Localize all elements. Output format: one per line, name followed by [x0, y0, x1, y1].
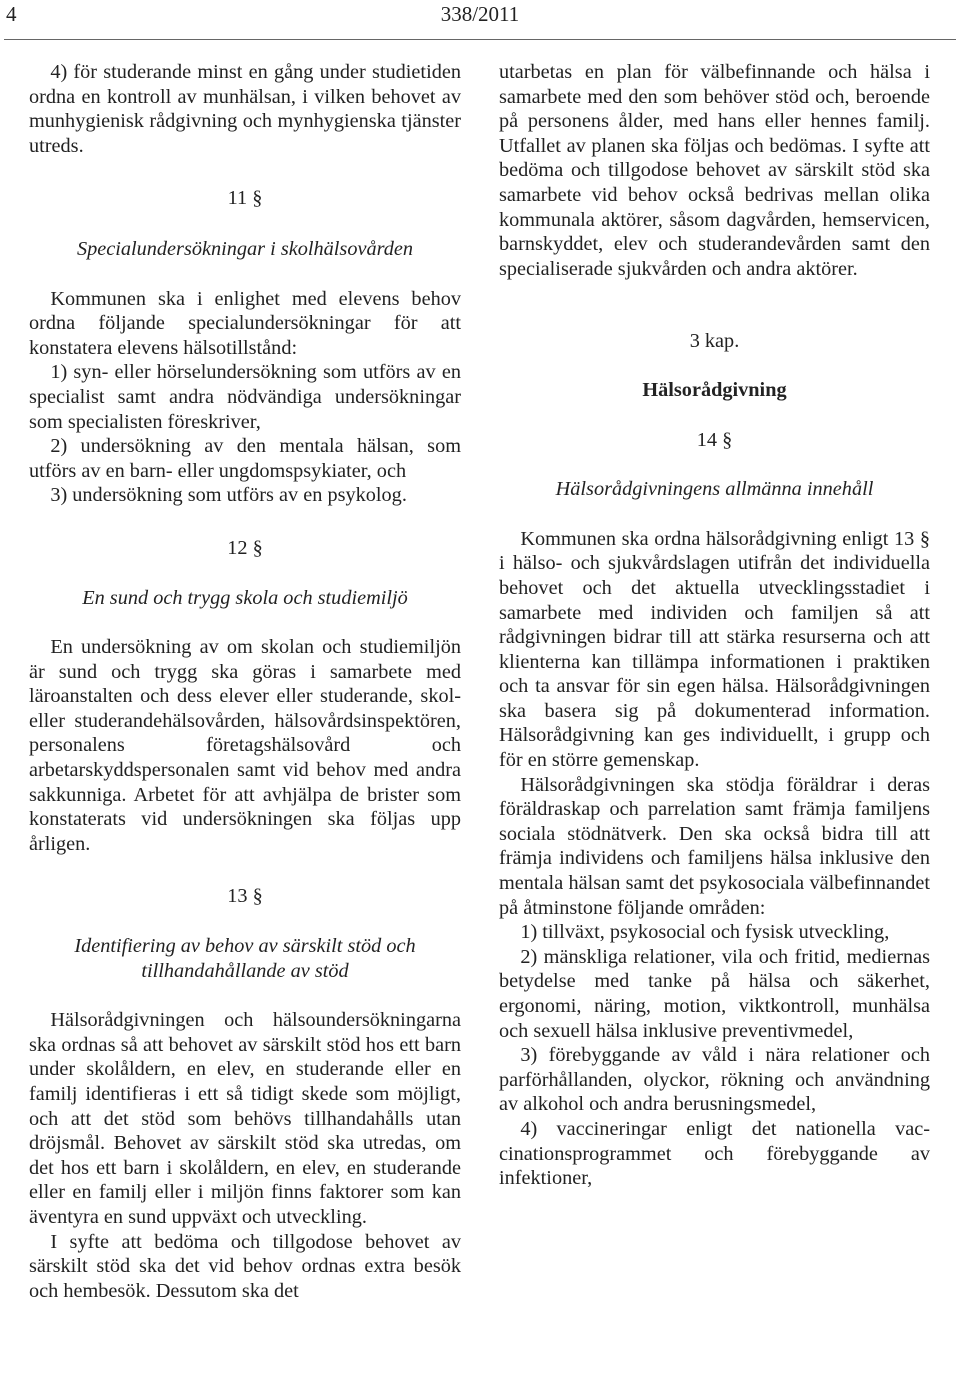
section-13-number: 13 §: [227, 885, 263, 908]
continued-paragraph: utarbetas en plan för välbefinnande och hälsa i samarbete med den som behöver stöd och, beroende på personens ålder, med hans eller hennes familj. Utfallet av planen ska följas och bedömas. I syfte att bedöma och tillgodose behovet av särskilt stöd ska samarbete vid behov också bedrivas mellan olika kommunala aktörer, såsom dagvården, hemservicen, barnskyddet, elev och studerandevården samt den specialiserade sjukvården och andra aktörer.: [499, 61, 930, 280]
section-14-item-3: 3) förebyggande av våld i nära relationer och parförhållanden, olyckor, rökning och användning av alkohol och andra berusningsmedel,: [499, 1044, 930, 1116]
chapter-title: Hälsorådgivning: [642, 378, 787, 401]
left-column: [29, 60, 461, 1303]
section-11-number: 11 §: [227, 187, 263, 210]
section-12-paragraph-1: En undersökning av om skolan och studiemiljön är sund och trygg ska göras i samarbete med läroanstalten och dess elever eller studerande, skol- eller studerandehälsovården, hälsovårdsinspektören, personalens företagshälsovård och arbetarskyddspersonalen samt vid behov med andra sakkunniga. Arbetet för att avhjälpa de brister som konstaterats vid undersökningen ska följas upp årligen.: [29, 636, 461, 855]
section-11-title: Specialundersökningar i skolhälsovården: [76, 237, 414, 260]
section-14-paragraph-2: Hälsorådgivningen ska stödja föräldrar i deras föräldraskap och parrelation samt främja familjens sociala stödnätverk. Den ska också bidra till att främja individens och familjens hälsa inklusive den mentala hälsan samt det psykosociala välbefinnandet på åtminstone följande områden:: [499, 773, 930, 919]
header-rule: [4, 39, 956, 40]
document-reference: 338/2011: [440, 2, 520, 26]
section-13-paragraph-1: Hälsorådgivningen och hälsoundersökningarna ska ordnas så att behovet av särskilt stöd hos ett barn under skolåldern, en elev, en studerande eller en familj identifieras i ett så tidigt skede som möjligt, och att det stöd som behövs tillhandahålls utan dröjsmål. Behovet av särskilt stöd ska utredas, om det hos ett barn i skolåldern, en elev, en studerande eller en familj eller i miljön finns faktorer som kan äventyra en sund uppväxt och utveckling.: [29, 1009, 461, 1228]
section-11-item-2: 2) undersökning av den mentala hälsan, som utförs av en barn- eller ungdomspsykiater, och: [29, 435, 461, 482]
section-13-title: Identifiering av behov av särskilt stöd och tillhandahållande av stöd: [74, 935, 416, 982]
intro-paragraph: 4) för studerande minst en gång under studietiden ordna en kontroll av munhälsan, i vilken behovet av munhygienisk rådgivning och mynhygienska tjänster utreds.: [29, 61, 461, 157]
section-11-item-3: 3) undersökning som utförs av en psykolog.: [50, 484, 407, 507]
section-14-item-4: 4) vaccineringar enligt det nationella vaccinationsprogrammet och förebyggande av infektioner,: [499, 1117, 930, 1190]
section-14-number: 14 §: [696, 428, 733, 451]
section-14-title: Hälsorådgivningens allmänna innehåll: [555, 478, 874, 501]
chapter-number: 3 kap.: [689, 330, 740, 353]
section-13-paragraph-2: I syfte att bedöma och tillgodose behovet av särskilt stöd ska det vid behov ordnas extra besök och hembesök. Dessutom ska det: [29, 1230, 461, 1302]
page-number: 4: [6, 2, 17, 26]
section-14-item-1: 1) tillväxt, psykosocial och fysisk utveckling,: [520, 921, 890, 944]
right-column: [499, 60, 930, 1191]
section-12-title: En sund och trygg skola och studiemiljö: [82, 586, 408, 609]
section-11-paragraph-1: Kommunen ska i enlighet med elevens behov ordna följande specialundersökningar för att konstatera elevens hälsotillstånd:: [29, 287, 461, 359]
section-14-item-2: 2) mänskliga relationer, vila och fritid, mediernas betydelse med tanke på hälsa och säkerhet, ergonomi, näring, motion, viktkontroll, munhälsa och sexuell hälsa inklusive preventivmedel,: [499, 945, 930, 1042]
section-14-paragraph-1: Kommunen ska ordna hälsorådgivning enligt 13 § i hälso- och sjukvårdslagen utifrån det individuella behovet och det aktuella utvecklingsstadiet i samarbete med individen och familjen så att rådgivningen bidrar till att stärka resurserna och att klienterna kan tillämpa informationen i praktiken och ta ansvar för sin egen hälsa. Hälsorådgivningen ska basera sig på dokumenterad information. Hälsorådgivning kan ges individuellt, i grupp och för en större gemenskap.: [499, 527, 930, 772]
section-11-item-1: 1) syn- eller hörselundersökning som utförs av en specialist samt andra nödvändiga undersökningar som specialisten föreskriver,: [29, 361, 461, 433]
section-12-number: 12 §: [227, 536, 263, 559]
